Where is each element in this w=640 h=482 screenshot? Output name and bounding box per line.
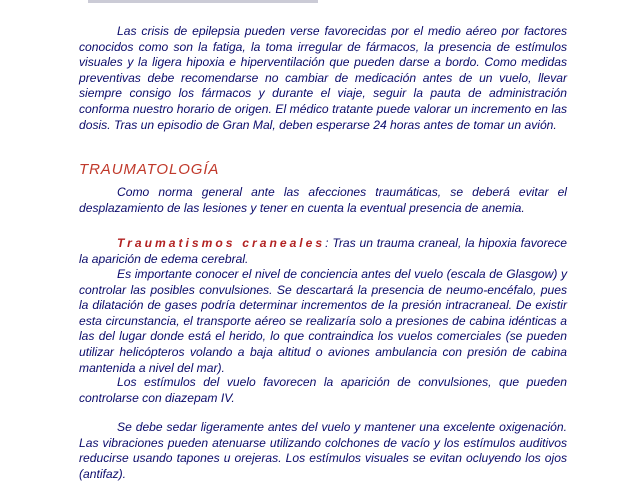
section-heading-traumatologia: TRAUMATOLOGÍA <box>79 161 220 178</box>
cropped-text-line <box>88 0 318 3</box>
stimuli-paragraph <box>79 375 567 406</box>
sedation-paragraph <box>79 420 567 482</box>
epilepsy-paragraph-text: Las crisis de epilepsia pueden verse favorecidas por el medio aéreo por factores conocidos como son la fatiga, la toma irregular de fármacos, la presencia de estímulos visuales y la ligera hipoxia e hiperventilación que pueden darse a bordo. Como medidas preventivas debe recomendarse no cambiar de medicación antes de un vuelo, llevar siempre consigo los fármacos y durante el viaje, seguir la pauta de administración conforma nuestro horario de origen. El médico tratante puede valorar un incremento en las dosis. Tras un episodio de Gran Mal, deben esperarse 24 horas antes de tomar un avión. <box>79 24 567 132</box>
cranial-trauma-intro-text: : Tras un trauma craneal, la hipoxia favorece la aparición de edema cerebral. <box>79 236 567 266</box>
trauma-intro-paragraph <box>79 185 567 216</box>
epilepsy-paragraph <box>79 24 567 133</box>
conscience-paragraph-text: Es importante conocer el nivel de conciencia antes del vuelo (escala de Glasgow) y controlar las posibles convulsiones. Se descartará la presencia de neumo-encéfalo, pues la dilatación de gases podría determinar incrementos de la presión intracraneal. De existir esta circunstancia, el transporte aéreo se realizaría solo a presiones de cabina idénticas a las del lugar donde está el herido, lo que contraindica los vuelos comerciales (se pueden utilizar helicópteros volando a baja altitud o aviones ambulancia con presión de cabina mantenida a nivel del mar). <box>79 267 567 375</box>
conscience-paragraph <box>79 267 567 376</box>
stimuli-paragraph-text: Los estímulos del vuelo favorecen la aparición de convulsiones, que pueden controlarse con diazepam IV. <box>79 375 567 405</box>
cranial-trauma-paragraph <box>79 236 567 267</box>
subheading-traumatismos-craneales: Traumatismos craneales <box>117 236 326 250</box>
sedation-paragraph-text: Se debe sedar ligeramente antes del vuelo y mantener una excelente oxigenación. Las vibraciones pueden atenuarse utilizando colchones de vacío y los estímulos auditivos reducirse usando tapones u orejeras. Los estímulos visuales se evitan ocluyendo los ojos (antifaz). <box>79 420 567 481</box>
trauma-intro-text: Como norma general ante las afecciones traumáticas, se deberá evitar el desplazamiento de las lesiones y tener en cuenta la eventual presencia de anemia. <box>79 185 567 215</box>
